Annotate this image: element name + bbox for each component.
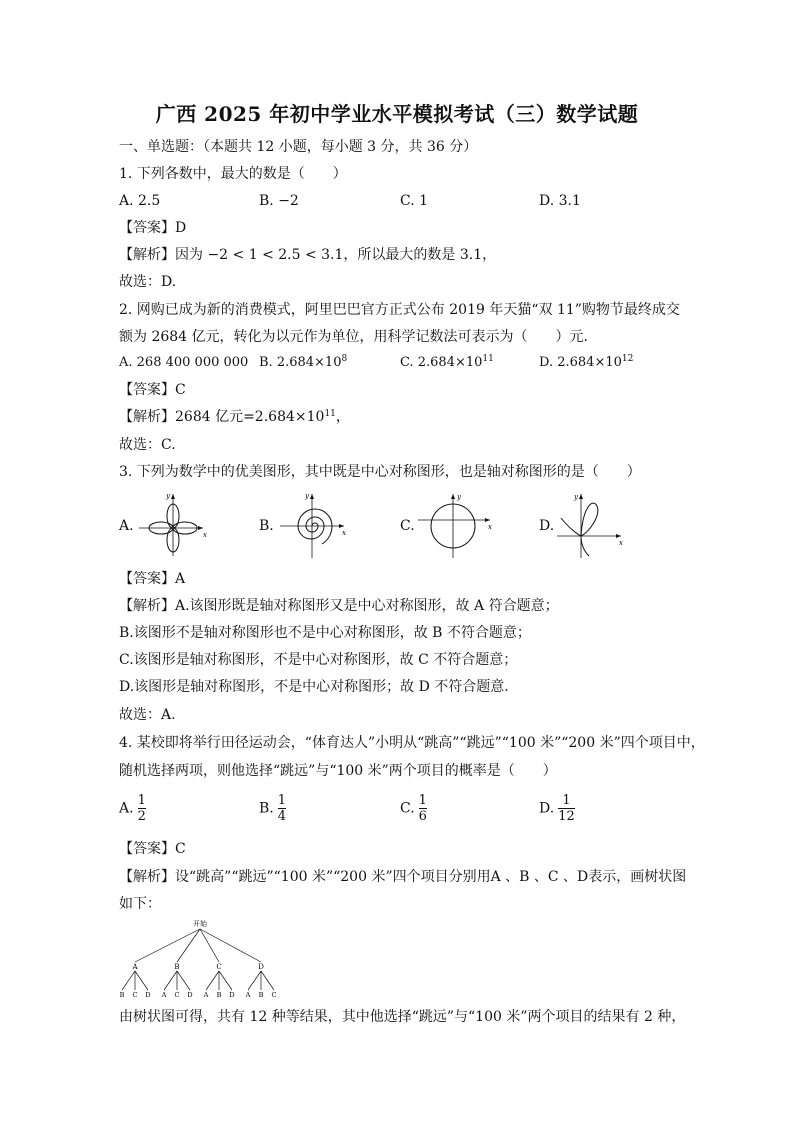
tree-node-level2: A	[203, 991, 209, 999]
q2-option-c-exponent: 11	[482, 354, 494, 364]
q4-tree-diagram	[115, 918, 285, 1000]
tree-node-level2: C	[271, 991, 277, 999]
q4-option-a-numerator: 1	[137, 793, 146, 808]
tree-node-level2: C	[174, 991, 180, 999]
q4-option-b-denominator: 4	[277, 809, 287, 824]
q3-analysis-2: B.该图形不是轴对称图形也不是中心对称图形，故 B 不符合题意；	[119, 625, 531, 641]
q1-stem: 1. 下列各数中，最大的数是（ ）	[119, 166, 347, 182]
q2-option-d-base: D. 2.684×10	[539, 355, 622, 370]
q3d-x-label: x	[619, 539, 623, 547]
q3d-y-label: y	[574, 493, 578, 501]
q4-option-b-label: B.	[259, 800, 274, 817]
q3a-x-label: x	[203, 531, 207, 539]
tree-node-level2: B	[119, 991, 125, 999]
q1-analysis: 【解析】因为 −2 < 1 < 2.5 < 3.1，所以最大的数是 3.1，	[119, 247, 497, 263]
q2-option-c	[400, 355, 494, 370]
q4-option-b-numerator: 1	[277, 793, 287, 808]
q4-option-a-fraction	[138, 793, 146, 824]
q3-figure-a-four-petal	[137, 490, 207, 560]
q4-option-b	[259, 793, 286, 824]
tree-node-level2: C	[132, 991, 138, 999]
q2-option-b	[259, 355, 347, 370]
q4-option-c-fraction	[419, 793, 427, 824]
tree-branch	[177, 929, 200, 962]
q4-answer: 【答案】C	[119, 841, 186, 857]
q2-stem-line1: 2. 网购已成为新的消费模式，阿里巴巴官方正式公布 2019 年天猫“双 11”购物节最终成交	[119, 302, 680, 318]
q3-label-b: B.	[259, 518, 274, 534]
tree-node-level1: D	[258, 963, 264, 971]
q2-option-c-base: C. 2.684×10	[400, 355, 483, 370]
q1-option-d: D. 3.1	[539, 193, 581, 209]
tree-branch	[248, 971, 261, 990]
q1-option-a: A. 2.5	[119, 193, 161, 209]
q2-option-b-base: B. 2.684×10	[259, 355, 342, 370]
tree-node-level2: A	[161, 991, 167, 999]
q2-analysis	[119, 408, 350, 426]
q4-option-c-numerator: 1	[418, 793, 427, 808]
q2-option-d-exponent: 12	[621, 354, 634, 364]
q3-analysis-1: 【解析】A.该图形既是轴对称图形又是中心对称图形，故 A 符合题意；	[119, 598, 559, 614]
q2-analysis-exponent: 11	[324, 409, 336, 419]
tree-branch	[135, 971, 148, 990]
q3-figure-d-folium	[555, 490, 625, 560]
tree-node-level2: D	[187, 991, 193, 999]
q3-figure-c-circle	[416, 490, 496, 560]
q2-analysis-text: 【解析】2684 亿元=2.684×10	[119, 409, 325, 425]
tree-node-level2: D	[145, 991, 151, 999]
q3c-x-label: x	[488, 523, 492, 531]
q3-figure-b-spiral	[278, 490, 348, 560]
q4-stem-line2: 随机选择两项，则他选择“跳远”与“100 米”两个项目的概率是（ ）	[119, 763, 557, 779]
q3a-y-label: y	[166, 492, 170, 500]
q2-analysis-end: ，	[335, 409, 350, 425]
tree-node-level2: A	[245, 991, 251, 999]
tree-node-level1: A	[132, 963, 138, 971]
q4-analysis-line2: 如下：	[119, 896, 161, 912]
q1-choose: 故选：D.	[119, 274, 177, 290]
q4-conclusion: 由树状图可得，共有 12 种等结果，其中他选择“跳远”与“100 米”两个项目的结果有 2 种，	[119, 1009, 686, 1025]
q3b-y-label: y	[305, 492, 309, 500]
q2-option-b-exponent: 8	[341, 354, 348, 364]
q3b-x-label: x	[342, 529, 346, 537]
tree-branch	[164, 971, 177, 990]
q4-options	[119, 793, 679, 833]
q4-option-b-fraction	[278, 793, 286, 824]
q3-choose: 故选：A.	[119, 707, 176, 723]
tree-branch	[206, 971, 219, 990]
tree-branch	[219, 971, 232, 990]
tree-node-level1: C	[216, 963, 222, 971]
tree-branch	[177, 971, 190, 990]
q4-analysis-line1: 【解析】设“跳高”“跳远”“100 米”“200 米”四个项目分别用A 、B 、C 、D表示，画树状图	[119, 869, 687, 885]
q3-analysis-3: C.该图形是轴对称图形，不是中心对称图形，故 C 不符合题意；	[119, 652, 518, 668]
tree-branch	[135, 929, 200, 962]
q1-option-c: C. 1	[400, 193, 429, 209]
q2-option-d	[539, 355, 633, 370]
q2-choose: 故选：C.	[119, 437, 176, 453]
q4-option-c	[400, 793, 427, 824]
q1-option-b: B. −2	[259, 193, 299, 209]
tree-root-label: 开始	[193, 920, 207, 928]
page-title: 广西 2025 年初中学业水平模拟考试（三）数学试题	[155, 102, 639, 126]
q2-option-a: A. 268 400 000 000	[119, 355, 249, 370]
q4-option-a	[119, 793, 146, 824]
tree-branch	[122, 971, 135, 990]
q4-option-a-label: A.	[119, 800, 134, 817]
q4-option-a-denominator: 2	[137, 809, 146, 824]
q3-answer: 【答案】A	[119, 571, 186, 587]
q4-option-d-fraction	[558, 793, 575, 824]
q2-options	[119, 355, 679, 373]
q1-options	[119, 193, 679, 211]
q3-label-a: A.	[119, 518, 134, 534]
q3-label-d: D.	[539, 518, 555, 534]
tree-node-level2: B	[216, 991, 222, 999]
tree-branch	[261, 971, 274, 990]
q4-option-d-denominator: 12	[558, 809, 575, 824]
q3-label-c: C.	[400, 518, 415, 534]
q4-option-c-label: C.	[400, 800, 415, 817]
q4-option-d	[539, 793, 575, 824]
q3-stem: 3. 下列为数学中的优美图形，其中既是中心对称图形，也是轴对称图形的是（ ）	[119, 464, 641, 480]
section-heading: 一、单选题：（本题共 12 小题，每小题 3 分，共 36 分）	[119, 139, 478, 155]
q3c-y-label: y	[457, 493, 461, 501]
q2-answer: 【答案】C	[119, 382, 186, 398]
q4-option-c-denominator: 6	[418, 809, 427, 824]
q1-answer: 【答案】D	[119, 220, 187, 236]
q4-stem-line1: 4. 某校即将举行田径运动会，“体育达人”小明从“跳高”“跳远”“100 米”“200 米”四个项目中，	[119, 735, 705, 751]
q4-option-d-numerator: 1	[562, 793, 571, 808]
q4-option-d-label: D.	[539, 800, 555, 817]
tree-node-level2: D	[229, 991, 235, 999]
q3-analysis-4: D.该图形是轴对称图形，不是中心对称图形；故 D 不符合题意.	[119, 679, 509, 695]
tree-node-level1: B	[174, 963, 180, 971]
q2-stem-line2: 额为 2684 亿元，转化为以元作为单位，用科学记数法可表示为（ ）元.	[119, 329, 588, 345]
tree-node-level2: B	[258, 991, 264, 999]
